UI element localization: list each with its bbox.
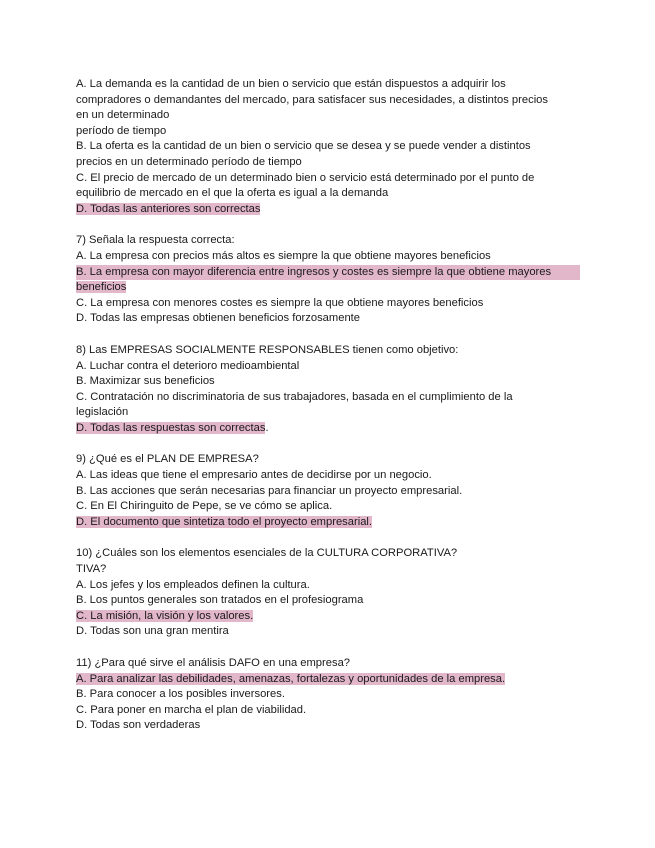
option-a: A. Los jefes y los empleados definen la cultura. [76, 578, 310, 591]
option-b-line-2: precios en un determinado período de tiempo [76, 155, 302, 168]
option-c: C. Contratación no discriminatoria de sus trabajadores, basada en el cumplimiento de la [76, 390, 513, 403]
correct-answer: D. Todas las anteriores son correctas [76, 202, 261, 215]
option-b: B. Los puntos generales son tratados en el profesiograma [76, 594, 364, 607]
option-a: A. La empresa con precios más altos es siempre la que obtiene mayores beneficios [76, 249, 491, 262]
option-a-line-2: compradores o demandantes del mercado, para satisfacer sus necesidades, a distintos precios [76, 93, 548, 106]
option-d: D. Todas las empresas obtienen beneficios forzosamente [76, 312, 360, 325]
question-8 [76, 343, 580, 437]
option-c-continuation: legislación [76, 406, 129, 419]
option-c: C. Para poner en marcha el plan de viabilidad. [76, 703, 307, 716]
option-a-line-4: período de tiempo [76, 124, 167, 137]
correct-answer: A. Para analizar las debilidades, amenazas, fortalezas y oportunidades de la empresa. [76, 672, 506, 685]
question-text-overflow: TIVA? [76, 563, 107, 576]
question-text: 7) Señala la respuesta correcta: [76, 234, 235, 247]
option-a: A. Las ideas que tiene el empresario antes de decidirse por un negocio. [76, 469, 432, 482]
question-7 [76, 233, 580, 327]
question-block-prev [76, 77, 580, 217]
option-c: C. En El Chiringuito de Pepe, se ve cómo se aplica. [76, 500, 333, 513]
question-text: 8) Las EMPRESAS SOCIALMENTE RESPONSABLES tienen como objetivo: [76, 343, 459, 356]
option-c-line-2: equilibrio de mercado en el que la oferta es igual a la demanda [76, 187, 389, 200]
option-a-line-1: A. La demanda es la cantidad de un bien o servicio que están dispuestos a adquirir los [76, 78, 506, 90]
question-text: 9) ¿Qué es el PLAN DE EMPRESA? [76, 453, 259, 466]
question-9 [76, 452, 580, 530]
document-content [76, 77, 580, 734]
option-b: B. Maximizar sus beneficios [76, 375, 215, 388]
option-a: A. Luchar contra el deterioro medioambiental [76, 359, 300, 372]
question-11 [76, 656, 580, 734]
correct-answer: D. Todas las respuestas son correctas [76, 421, 266, 434]
option-d: D. Todas son verdaderas [76, 719, 201, 732]
option-a-line-3: en un determinado [76, 109, 170, 122]
option-b: B. Para conocer a los posibles inversores. [76, 688, 285, 701]
correct-answer: B. La empresa con mayor diferencia entre ingresos y costes es siempre la que obtiene mayores [76, 265, 580, 281]
option-c-line-1: C. El precio de mercado de un determinado bien o servicio está determinado por el punto de [76, 171, 535, 184]
question-text: 10) ¿Cuáles son los elementos esenciales de la CULTURA CORPORATIVA? [76, 547, 458, 560]
option-b: B. Las acciones que serán necesarias para financiar un proyecto empresarial. [76, 484, 463, 497]
option-c: C. La empresa con menores costes es siempre la que obtiene mayores beneficios [76, 296, 484, 309]
correct-answer-continuation: beneficios [76, 281, 127, 294]
correct-answer: C. La misión, la visión y los valores. [76, 609, 254, 622]
option-d: D. Todas son una gran mentira [76, 625, 229, 638]
answer-period: . [265, 421, 269, 434]
option-b-line-1: B. La oferta es la cantidad de un bien o servicio que se desea y se puede vender a distintos [76, 140, 531, 153]
question-text: 11) ¿Para qué sirve el análisis DAFO en una empresa? [76, 657, 351, 669]
correct-answer: D. El documento que sintetiza todo el proyecto empresarial. [76, 515, 373, 528]
question-10 [76, 546, 580, 640]
